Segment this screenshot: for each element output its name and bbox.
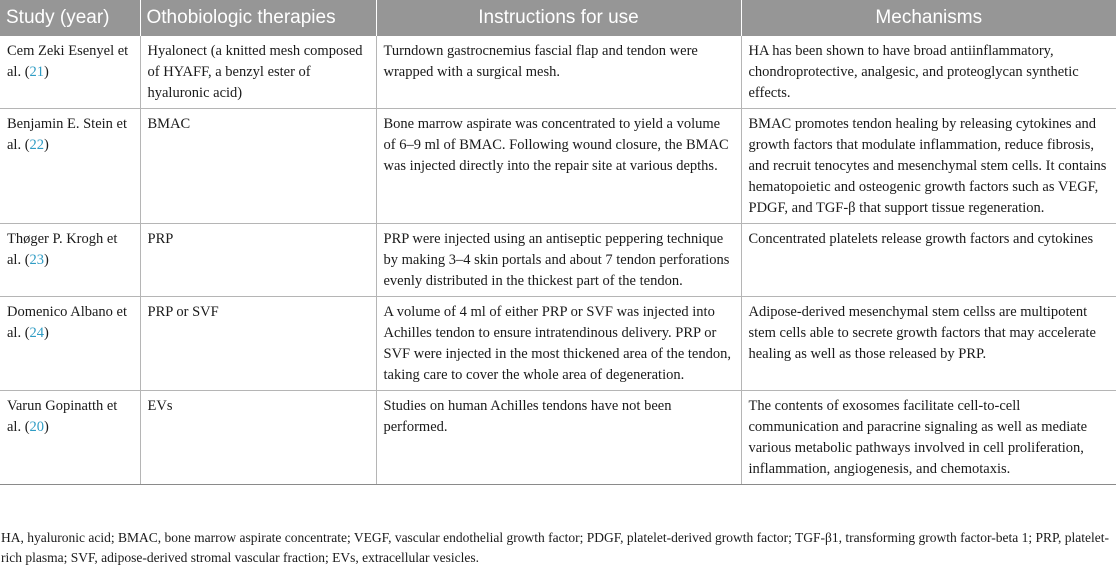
study-cell bbox=[0, 36, 140, 109]
table-row bbox=[0, 224, 1116, 297]
therapy-cell: Hyalonect (a knitted mesh composed of HYAFF, a benzyl ester of hyaluronic acid) bbox=[140, 36, 376, 109]
study-close: ) bbox=[44, 325, 49, 341]
mechanism-cell: Adipose-derived mesenchymal stem cellss are multipotent stem cells able to secrete growth factors that may accelerate healing as well as those released by PRP. bbox=[741, 297, 1116, 391]
header-row bbox=[0, 0, 1116, 36]
reference-link[interactable]: 20 bbox=[29, 419, 45, 435]
table-row bbox=[0, 109, 1116, 224]
instructions-cell: A volume of 4 ml of either PRP or SVF was injected into Achilles tendon to ensure intratendinous delivery. PRP or SVF were injected in the most thickened area of the tendon, taking care to cover the whole area of degeneration. bbox=[376, 297, 741, 391]
therapy-cell: PRP bbox=[140, 224, 376, 297]
study-name: Thøger P. Krogh et al. ( bbox=[7, 231, 118, 268]
study-name: Varun Gopinatth et al. ( bbox=[7, 398, 118, 435]
study-close: ) bbox=[44, 137, 49, 153]
therapy-cell: PRP or SVF bbox=[140, 297, 376, 391]
instructions-cell: Bone marrow aspirate was concentrated to yield a volume of 6–9 ml of BMAC. Following wound closure, the BMAC was injected directly into the repair site at various depths. bbox=[376, 109, 741, 224]
mechanism-cell: HA has been shown to have broad antiinflammatory, chondroprotective, analgesic, and proteoglycan synthetic effects. bbox=[741, 36, 1116, 109]
therapy-cell: BMAC bbox=[140, 109, 376, 224]
header-therapies: Othobiologic therapies bbox=[140, 0, 376, 36]
study-cell bbox=[0, 391, 140, 485]
study-name: Benjamin E. Stein et al. ( bbox=[7, 116, 128, 153]
mechanism-cell: Concentrated platelets release growth factors and cytokines bbox=[741, 224, 1116, 297]
instructions-cell: Turndown gastrocnemius fascial flap and tendon were wrapped with a surgical mesh. bbox=[376, 36, 741, 109]
reference-link[interactable]: 24 bbox=[29, 325, 45, 341]
mechanism-cell: The contents of exosomes facilitate cell-to-cell communication and paracrine signaling as well as mediate various metabolic pathways involved in cell proliferation, inflammation, angiogenesis, and chemotaxis. bbox=[741, 391, 1116, 485]
table-row bbox=[0, 391, 1116, 485]
table-row bbox=[0, 36, 1116, 109]
study-name: Domenico Albano et al. ( bbox=[7, 304, 128, 341]
reference-link[interactable]: 21 bbox=[29, 64, 45, 80]
reference-link[interactable]: 23 bbox=[29, 252, 45, 268]
therapy-cell: EVs bbox=[140, 391, 376, 485]
study-cell bbox=[0, 297, 140, 391]
instructions-cell: Studies on human Achilles tendons have not been performed. bbox=[376, 391, 741, 485]
table-footnote: HA, hyaluronic acid; BMAC, bone marrow aspirate concentrate; VEGF, vascular endothelial growth factor; PDGF, platelet-derived growth factor; TGF-β1, transforming growth factor-beta 1; PRP, platelet-rich plasma; SVF, adipose-derived stromal vascular fraction; EVs, extracellular vesicles. bbox=[1, 530, 1110, 565]
header-instructions: Instructions for use bbox=[376, 0, 741, 36]
instructions-cell: PRP were injected using an antiseptic peppering technique by making 3–4 skin portals and about 7 tendon perforations evenly distributed in the thickest part of the tendon. bbox=[376, 224, 741, 297]
header-mechanisms: Mechanisms bbox=[741, 0, 1116, 36]
study-name: Cem Zeki Esenyel et al. ( bbox=[7, 43, 129, 80]
table-row bbox=[0, 297, 1116, 391]
mechanism-cell: BMAC promotes tendon healing by releasing cytokines and growth factors that modulate inflammation, reduce fibrosis, and recruit tenocytes and mesenchymal stem cells. It contains hematopoietic and osteogenic growth factors such as VEGF, PDGF, and TGF-β that support tissue regeneration. bbox=[741, 109, 1116, 224]
study-close: ) bbox=[44, 252, 49, 268]
study-close: ) bbox=[44, 64, 49, 80]
study-close: ) bbox=[44, 419, 49, 435]
header-study: Study (year) bbox=[0, 0, 140, 36]
reference-link[interactable]: 22 bbox=[29, 137, 45, 153]
study-cell bbox=[0, 224, 140, 297]
study-cell bbox=[0, 109, 140, 224]
